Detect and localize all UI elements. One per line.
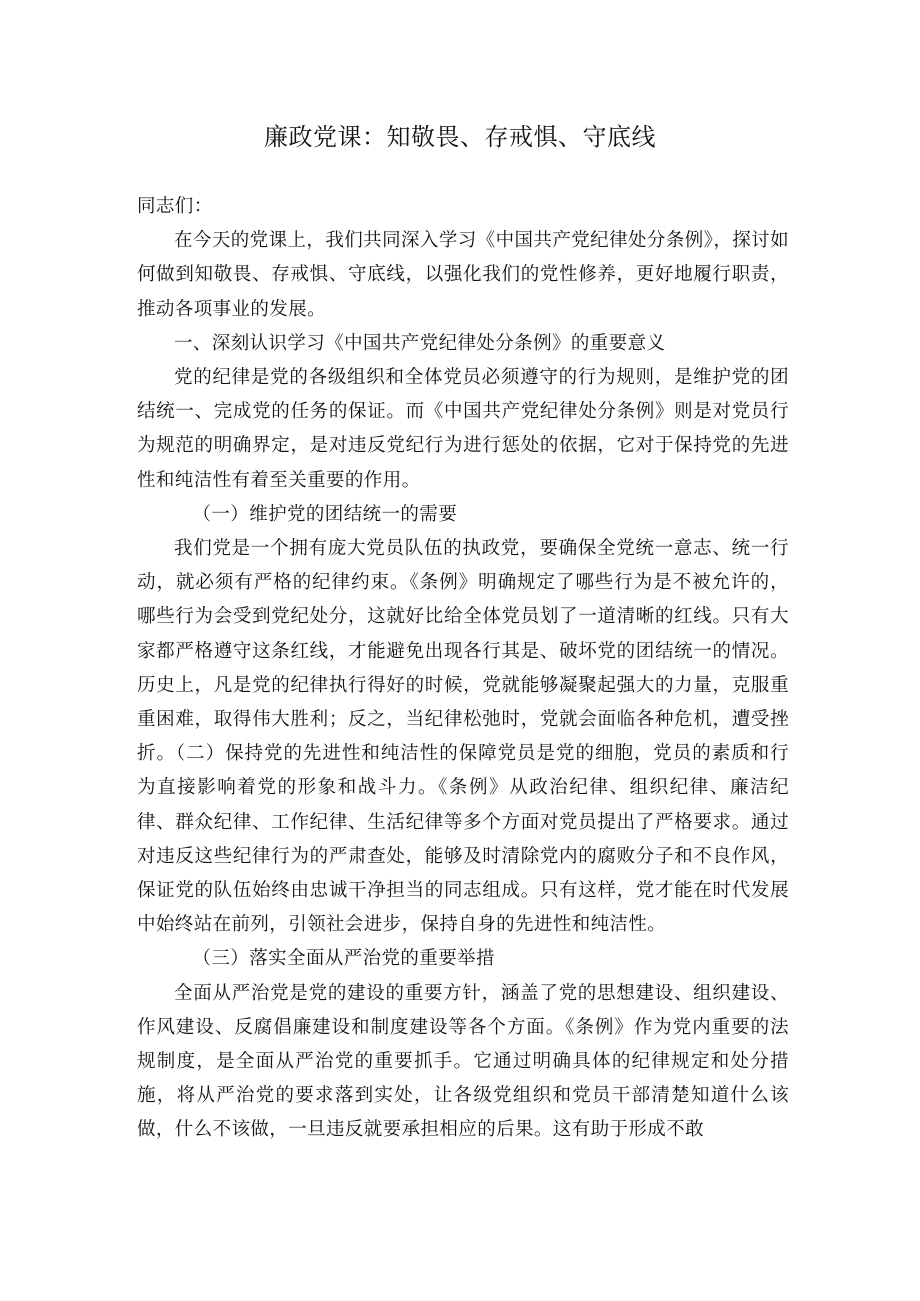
salutation: 同志们： (137, 196, 213, 217)
paragraph-subsection-3: 全面从严治党是党的建设的重要方针，涵盖了党的思想建设、组织建设、作风建设、反腐倡廉建设和制度建设等各个方面。《条例》作为党内重要的法规制度，是全面从严治党的重要抓手。它通过明确具体的纪律规定和处分措施，将从严治党的要求落到实处，让各级党组织和党员干部清楚知道什么该做，什么不该做，一旦违反就要承担相应的后果。这有助于形成不敢 (137, 982, 789, 1141)
subsection-heading-1: （一）维护党的团结统一的需要 (192, 503, 458, 525)
subsection-heading-3: （三）落实全面从严治党的重要举措 (192, 948, 495, 970)
document-body (137, 190, 789, 1148)
section-heading-1: 一、深刻认识学习《中国共产党纪律处分条例》的重要意义 (174, 332, 666, 354)
paragraph-intro: 在今天的党课上，我们共同深入学习《中国共产党纪律处分条例》，探讨如何做到知敬畏、存戒惧、守底线，以强化我们的党性修养，更好地履行职责，推动各项事业的发展。 (137, 230, 789, 320)
paragraph-section-1: 党的纪律是党的各级组织和全体党员必须遵守的行为规则，是维护党的团结统一、完成党的任务的保证。而《中国共产党纪律处分条例》则是对党员行为规范的明确界定，是对违反党纪行为进行惩处的依据，它对于保持党的先进性和纯洁性有着至关重要的作用。 (137, 367, 789, 491)
paragraph-subsection-1-2: 我们党是一个拥有庞大党员队伍的执政党，要确保全党统一意志、统一行动，就必须有严格的纪律约束。《条例》明确规定了哪些行为是不被允许的，哪些行为会受到党纪处分，这就好比给全体党员划了一道清晰的红线。只有大家都严格遵守这条红线，才能避免出现各行其是、破坏党的团结统一的情况。历史上，凡是党的纪律执行得好的时候，党就能够凝聚起强大的力量，克服重重困难，取得伟大胜利；反之，当纪律松弛时，党就会面临各种危机，遭受挫折。（二）保持党的先进性和纯洁性的保障党员是党的细胞，党员的素质和行为直接影响着党的形象和战斗力。《条例》从政治纪律、组织纪律、廉洁纪律、群众纪律、工作纪律、生活纪律等多个方面对党员提出了严格要求。通过对违反这些纪律行为的严肃查处，能够及时清除党内的腐败分子和不良作风，保证党的队伍始终由忠诚干净担当的同志组成。只有这样，党才能在时代发展中始终站在前列，引领社会进步，保持自身的先进性和纯洁性。 (137, 538, 789, 936)
document-title: 廉政党课：知敬畏、存戒惧、守底线 (264, 123, 656, 151)
